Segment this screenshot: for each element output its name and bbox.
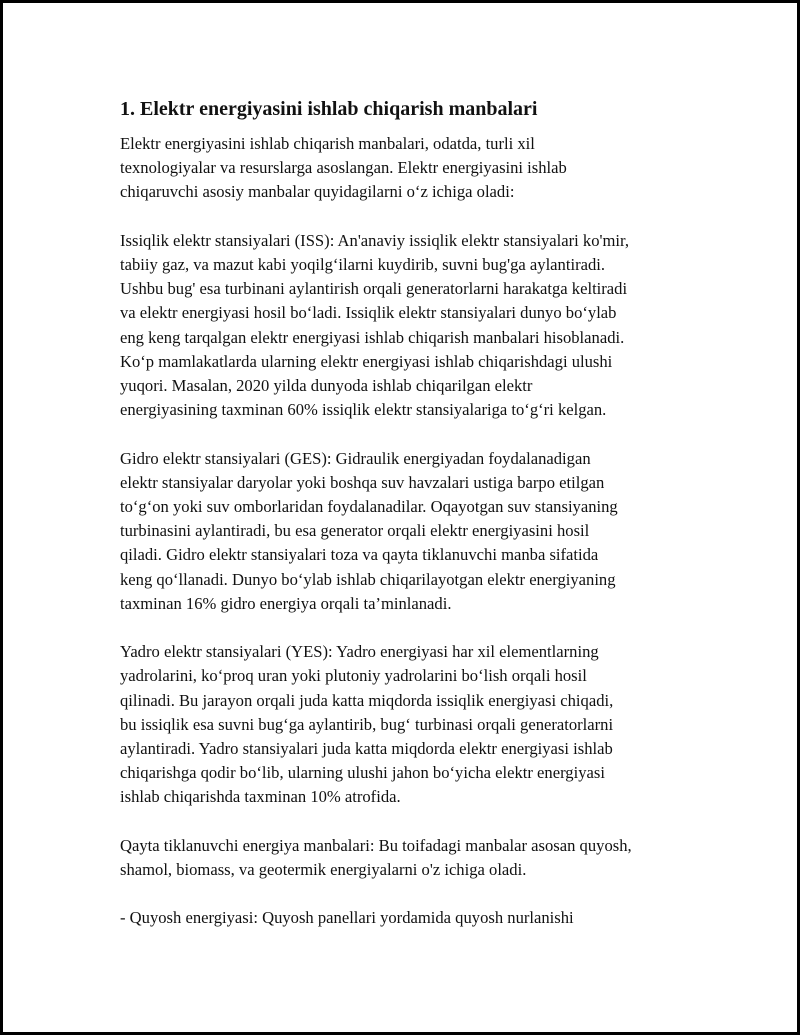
document-body — [120, 95, 695, 955]
text-line: ishlab chiqarishda taxminan 10% atrofida. — [120, 787, 401, 807]
paragraph-yes — [120, 640, 695, 809]
text-line: chiqaruvchi asosiy manbalar quyidagilarni o‘z ichiga oladi: — [120, 182, 515, 202]
text-line: bu issiqlik esa suvni bug‘ga aylantirib, bug‘ turbinasi orqali generatorlarni — [120, 714, 614, 734]
text-line: Ko‘p mamlakatlarda ularning elektr energiyasi ishlab chiqarishdagi ulushi — [120, 351, 613, 371]
text-line: - Quyosh energiyasi: Quyosh panellari yordamida quyosh nurlanishi — [120, 908, 574, 928]
text-line: Issiqlik elektr stansiyalari (ISS): An'anaviy issiqlik elektr stansiyalari ko'mir, — [120, 230, 630, 250]
paragraph-iss — [120, 229, 695, 423]
text-line: Elektr energiyasini ishlab chiqarish manbalari, odatda, turli xil — [120, 134, 535, 153]
text-line: chiqarishga qodir bo‘lib, ularning ulushi jahon bo‘yicha elektr energiyasi — [120, 763, 605, 783]
paragraph-renewables — [120, 834, 695, 882]
text-line: taxminan 16% gidro energiya orqali ta’minlanadi. — [120, 593, 452, 613]
text-line: Yadro elektr stansiyalari (YES): Yadro energiyasi har xil elementlarning — [120, 642, 599, 662]
text-line: yadrolarini, ko‘proq uran yoki plutoniy yadrolarini bo‘lish orqali hosil — [120, 666, 587, 686]
text-line: aylantiradi. Yadro stansiyalari juda katta miqdorda elektr energiyasi ishlab — [120, 739, 613, 759]
text-line: elektr stansiyalar daryolar yoki boshqa suv havzalari ustiga barpo etilgan — [120, 472, 605, 492]
text-line: Ushbu bug' esa turbinani aylantirish orqali generatorlarni harakatga keltiradi — [120, 279, 628, 299]
text-line: energiyasining taxminan 60% issiqlik elektr stansiyalariga to‘g‘ri kelgan. — [120, 400, 607, 420]
text-line: shamol, biomass, va geotermik energiyalarni o'z ichiga oladi. — [120, 860, 527, 880]
text-line: va elektr energiyasi hosil bo‘ladi. Issiqlik elektr stansiyalari dunyo bo‘ylab — [120, 303, 617, 323]
section-heading: 1. Elektr energiyasini ishlab chiqarish manbalari — [120, 98, 538, 120]
text-line: texnologiyalar va resurslarga asoslangan. Elektr energiyasini ishlab — [120, 158, 567, 178]
text-line: eng keng tarqalgan elektr energiyasi ishlab chiqarish manbalari hisoblanadi. — [120, 327, 625, 347]
text-line: yuqori. Masalan, 2020 yilda dunyoda ishlab chiqarilgan elektr — [120, 376, 533, 396]
text-line: turbinasini aylantiradi, bu esa generator orqali elektr energiyasini hosil — [120, 521, 590, 541]
paragraph-solar — [120, 906, 695, 930]
text-line: Qayta tiklanuvchi energiya manbalari: Bu toifadagi manbalar asosan quyosh, — [120, 835, 632, 855]
text-line: qilinadi. Bu jarayon orqali juda katta miqdorda issiqlik energiyasi chiqadi, — [120, 690, 614, 710]
text-line: Gidro elektr stansiyalari (GES): Gidraulik energiyadan foydalanadigan — [120, 448, 591, 468]
paragraph-ges — [120, 447, 695, 616]
paragraph-intro — [120, 132, 695, 205]
text-line: qiladi. Gidro elektr stansiyalari toza va qayta tiklanuvchi manba sifatida — [120, 545, 599, 565]
text-line: keng qo‘llanadi. Dunyo bo‘ylab ishlab chiqarilayotgan elektr energiyaning — [120, 569, 616, 589]
text-line: tabiiy gaz, va mazut kabi yoqilg‘ilarni kuydirib, suvni bug'ga aylantiradi. — [120, 255, 606, 274]
text-line: to‘g‘on yoki suv omborlaridan foydalanadilar. Oqayotgan suv stansiyaning — [120, 497, 618, 517]
